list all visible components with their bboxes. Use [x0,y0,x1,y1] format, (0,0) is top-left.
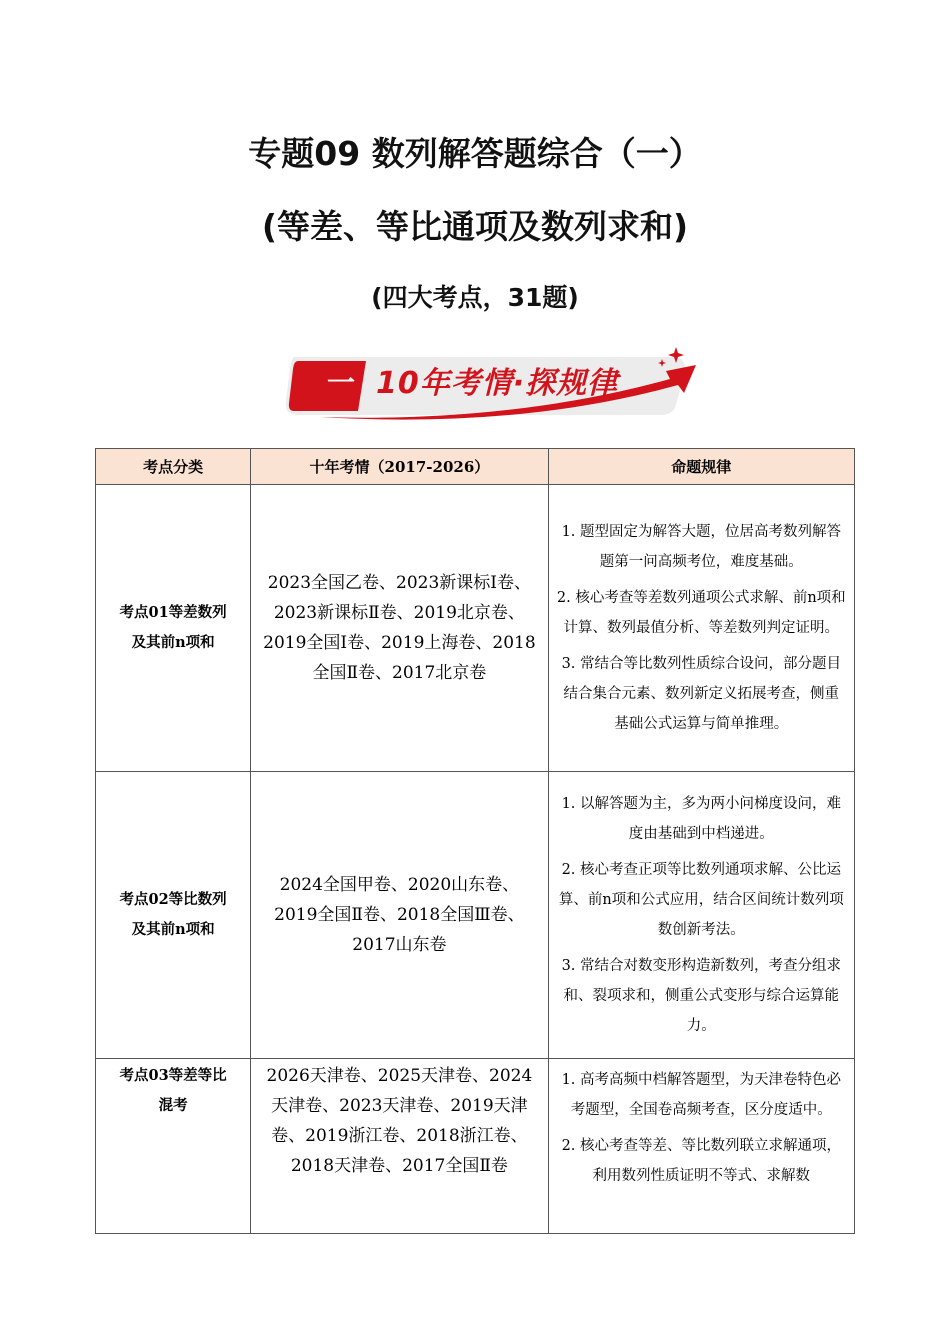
header-rules: 命题规律 [548,449,854,485]
rules-cell [548,485,854,772]
category-cell [96,485,251,772]
rule-item: 2. 核心考查等差、等比数列联立求解通项，利用数列性质证明不等式、求解数 [561,1138,842,1184]
rules-clip [557,1065,846,1227]
header-category: 考点分类 [96,449,251,485]
table-row [96,1059,855,1234]
rule-item: 1. 高考高频中档解答题型，为天津卷特色必考题型，全国卷高频考查，区分度适中。 [561,1072,842,1118]
table-header-row [96,449,855,485]
years-cell: 2024全国甲卷、2020山东卷、2019全国Ⅱ卷、2018全国Ⅲ卷、2017山东卷 [251,772,548,1059]
category-line: 及其前n项和 [131,921,215,938]
category-line: 及其前n项和 [131,634,215,651]
banner-number: 一 [326,366,355,399]
table-row [96,772,855,1059]
section-banner [280,343,700,421]
category-line: 考点03等差等比 [119,1067,227,1084]
table-row [96,485,855,772]
rule-item: 2. 核心考查等差数列通项公式求解、前n项和计算、数列最值分析、等差数列判定证明。 [556,590,846,636]
category-line: 混考 [158,1097,188,1114]
rule-item: 3. 常结合等比数列性质综合设问，部分题目结合集合元素、数列新定义拓展考查，侧重基础公式运算与简单推理。 [561,656,842,732]
rule-item: 3. 常结合对数变形构造新数列，考查分组求和、裂项求和，侧重公式变形与综合运算能力。 [561,958,842,1034]
rule-item: 1. 以解答题为主，多为两小问梯度设问，难度由基础到中档递进。 [561,796,842,842]
banner-text: 10年考情·探规律 [376,366,619,401]
page-subtitle: (等差、等比通项及数列求和) [261,207,689,246]
years-cell: 2026天津卷、2025天津卷、2024天津卷、2023天津卷、2019天津卷、2019浙江卷、2018浙江卷、2018天津卷、2017全国Ⅱ卷 [251,1059,548,1234]
rule-item: 2. 核心考查正项等比数列通项求解、公比运算、前n项和公式应用，结合区间统计数列项数创新考法。 [558,862,844,938]
exam-analysis-table [95,448,855,1234]
category-line: 考点02等比数列 [119,891,227,908]
page-subtitle-count: (四大考点，31题) [371,283,579,312]
rule-item: 1. 题型固定为解答大题，位居高考数列解答题第一问高频考位，难度基础。 [561,524,842,570]
years-cell: 2023全国乙卷、2023新课标Ⅰ卷、2023新课标Ⅱ卷、2019北京卷、2019全国Ⅰ卷、2019上海卷、2018全国Ⅱ卷、2017北京卷 [251,485,548,772]
category-line: 考点01等差数列 [119,604,227,621]
rules-cell [548,772,854,1059]
rules-cell [548,1059,854,1234]
page-title: 专题09 数列解答题综合（一） [248,134,702,173]
category-cell [96,772,251,1059]
category-cell [96,1059,251,1234]
header-years: 十年考情（2017-2026） [251,449,548,485]
